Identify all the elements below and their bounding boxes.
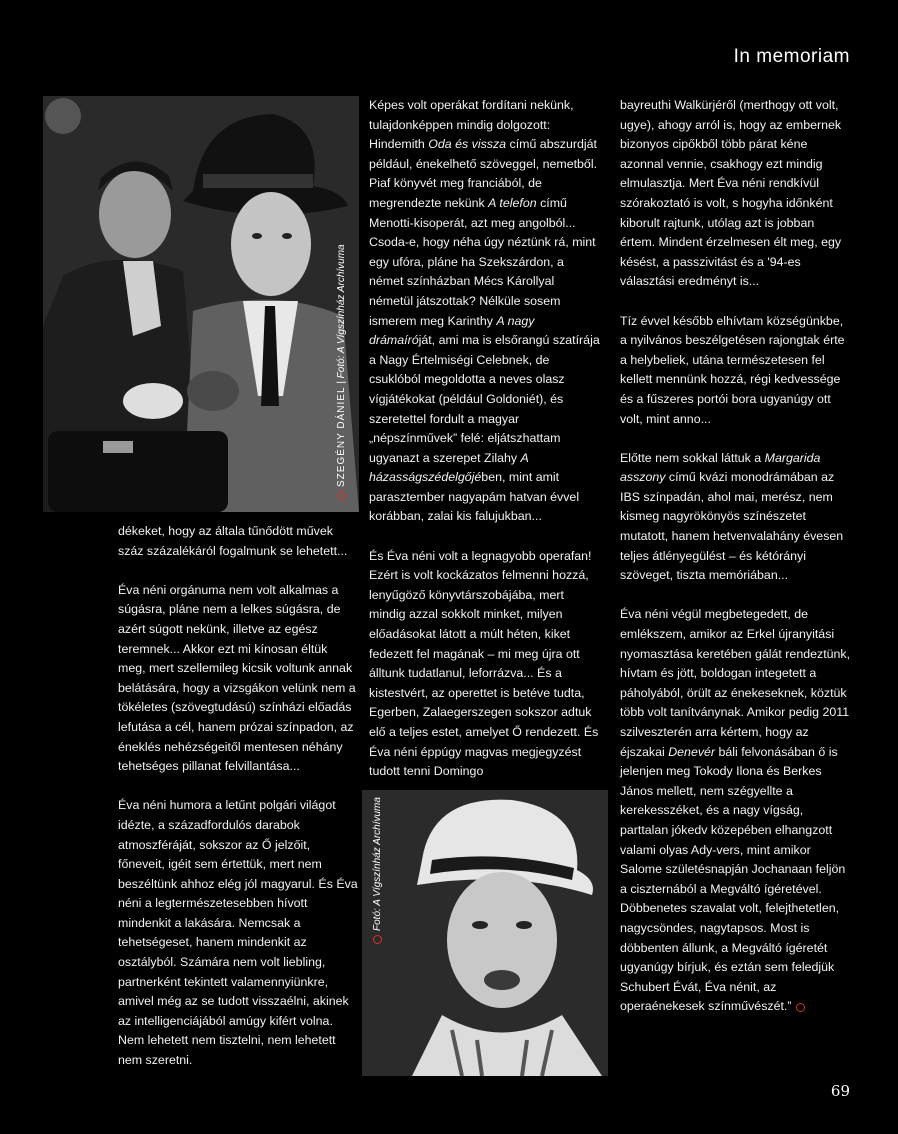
paragraph: Éva néni humora a letűnt polgári világot idézte, a századfordulós darabok atmoszféráját, sokszor az Ő jelzőit, főneveit, igéit sem értettük, mert nem beszéltünk ahhoz elég jól magyarul. És Éva néni a legtermészetesebben hívott mindenkit a lakására. Nemcsak a tehetségeset, hanem mindenkit az osztályból. Számára nem volt liebling, partnerként tekintett valamennyiünkre, amivel még az se tudott visszaélni, akinek az intelligenciájából amúgy kifért volna. Nem lehetett nem tisztelni, nem lehetett nem szeretni.	[118, 798, 358, 1068]
photo-credit-bottom	[372, 797, 383, 944]
photo-actors-duo-illustration	[43, 96, 359, 512]
article-column-3	[620, 96, 852, 1037]
paragraph	[620, 605, 852, 1016]
paragraph: Tíz évvel később elhívtam községünkbe, a nyilvános beszélgetésen rajongtak érte a helybeliek, utána természetesen fel kellett mennünk hozzá, régi kedvessége és a fűszeres portói bora ugyanúgy ott volt, mint anno...	[620, 313, 845, 426]
red-circle-icon	[373, 935, 382, 944]
text-run: Előtte nem sokkal láttuk a	[620, 450, 765, 465]
photo-actors-duo	[43, 96, 359, 512]
text-run: ben, mint amit parasztember nagyapám hatvan évvel korábban, zalai kis falujukban...	[369, 470, 580, 524]
text-run: című Menotti-kisoperát, azt meg angolból... Csoda-e, hogy néha úgy néztünk rá, mint egy ufóra, pláne ha Szekszárdon, a német színházban Mécs Károllyal németül játszottak? Nélküle sosem ismerem meg Karinthy	[369, 195, 596, 328]
work-title: A házasságszédelgőjé	[369, 450, 529, 485]
paragraph	[369, 96, 601, 527]
paragraph: És Éva néni volt a legnagyobb operafan! Ezért is volt kockázatos felmenni hozzá, lenyűgöző könyvtárszobájába, mert mindig azzal sokkolt minket, milyen előadásokat látott a múlt héten, kiket fedezett fel magának – mi meg újra ott álltunk tudatlanul, leforrázva... És a kistestvért, az operettet is betéve tudta, Egerben, Zalaegerszegen sokszor adtuk elő a teljes estet, amelyet Ő rendezett. És Éva néni éppúgy magvas megjegyzést tudott tenni Domingo	[369, 548, 599, 779]
paragraph: bayreuthi Walkürjéről (merthogy ott volt, ugye), ahogy arról is, hogy az embernek bizonyos cipőkből több párat kéne azonnal vennie, csakhogy ezt mindig elmulasztja. Mert Éva néni rendkívül szórakoztató is volt, s hogyha időnként kiborult rajtunk, utólag azt is jobban értem. Mindent érzelmesen élt meg, egy késést, a passzivitást és a '94-es választási eredményt is...	[620, 98, 842, 289]
paragraph: dékeket, hogy az általa tűnődött művek száz százalékáról fogalmunk se lehetett...	[118, 524, 348, 558]
text-run: című kvázi monodrámában az IBS színpadán, ahol mai, merész, nem kismeg nagyrökönyös színészetet mutatott, hanem hetvenvalahány évesen teljes átlényegülést – és kétórányi szöveget, tiszta memóriában...	[620, 470, 844, 583]
text-run: című abszurdját például, énekelhető szöveggel, nemetből. Piaf könyvét meg franciából, de megrendezte nekünk	[369, 137, 598, 210]
end-of-article-icon	[796, 1003, 805, 1012]
photo-actress-portrait	[362, 790, 608, 1076]
text-run: Képes volt operákat fordítani nekünk, tulajdonképpen mindig dolgozott: Hindemith	[369, 98, 574, 152]
article-column-2	[369, 96, 601, 801]
paragraph: Éva néni orgánuma nem volt alkalmas a súgásra, pláne nem a lelkes súgásra, de azért súgott nekünk, illetve az egész teremnek... Akkor ezt mi kínosan éltük meg, mert szellemileg kicsik voltunk annak belátására, hogy a vizsgákon velünk nem a tökéletes (szövegtudású) színházi előadás lefutása a cél, hanem prózai színpadon, az éneklés nehézségeitől mentesen néhány tehetséges pillanat felvillantása...	[118, 582, 356, 774]
section-title: In memoriam	[733, 46, 850, 67]
paragraph	[620, 449, 852, 586]
work-title: A telefon	[488, 195, 537, 210]
red-circle-icon	[337, 491, 346, 500]
text-run: Éva néni végül megbetegedett, de emlékszem, amikor az Erkel újranyitási nyomasztása keretében gálát rendeztünk, hívtam és jött, boldogan integetett a páholyából, örült az énekeseknek, köztük több volt tanítványnak. Amikor pedig 2011 szilveszterén arra kértem, hogy az éjszakai	[620, 607, 851, 759]
photo-credit-top-source: | Fotó: A Vígszínház Archívuma	[336, 244, 347, 387]
photo-actress-portrait-illustration	[362, 790, 608, 1076]
work-title: Denevér	[668, 744, 716, 759]
text-run: ját, ami ma is elsőrangú szatírája a Nagy Értelmiségi Celebnek, de csuklóból megoldotta a neves olasz vígjátékokat (például Goldoniét), és szeretettel fordult a magyar „népszínművek” felé: eljátszhattam ugyanazt a szerepet Zilahy	[369, 333, 600, 465]
article-column-1	[118, 522, 358, 1090]
work-title: A nagy drámaíró	[369, 313, 535, 348]
work-title: Margarida asszony	[620, 450, 821, 485]
photo-credit-top	[336, 244, 347, 500]
photo-credit-bottom-text: Fotó: A Vígszínház Archívuma	[372, 797, 383, 931]
page-number: 69	[830, 1082, 850, 1100]
photo-credit-top-name: SZEGÉNY DÁNIEL	[336, 386, 347, 487]
text-run: báli felvonásában ő is jelenjen meg Tokody Ilona és Berkes János mellett, nem szégyellte a kerekesszéket, és a nagy vígság, parttalan jókedv közepében elhangzott valami olyas Ady-vers, mint amikor Salome születésnapján Jochanaan feljön a ciszternából a Megváltó ígéretével. Döbbenetes szavalat volt, felejthetetlen, nagycsöndes, nagytapsos. Most is döbbenten állunk, a Megváltó ígéretét ugyanúgy bírjuk, és eztán sem feledjük Schubert Évát, Éva nénit, az operaénekesek színművészét.”	[620, 744, 846, 1014]
work-title: Oda és vissza	[428, 137, 507, 152]
